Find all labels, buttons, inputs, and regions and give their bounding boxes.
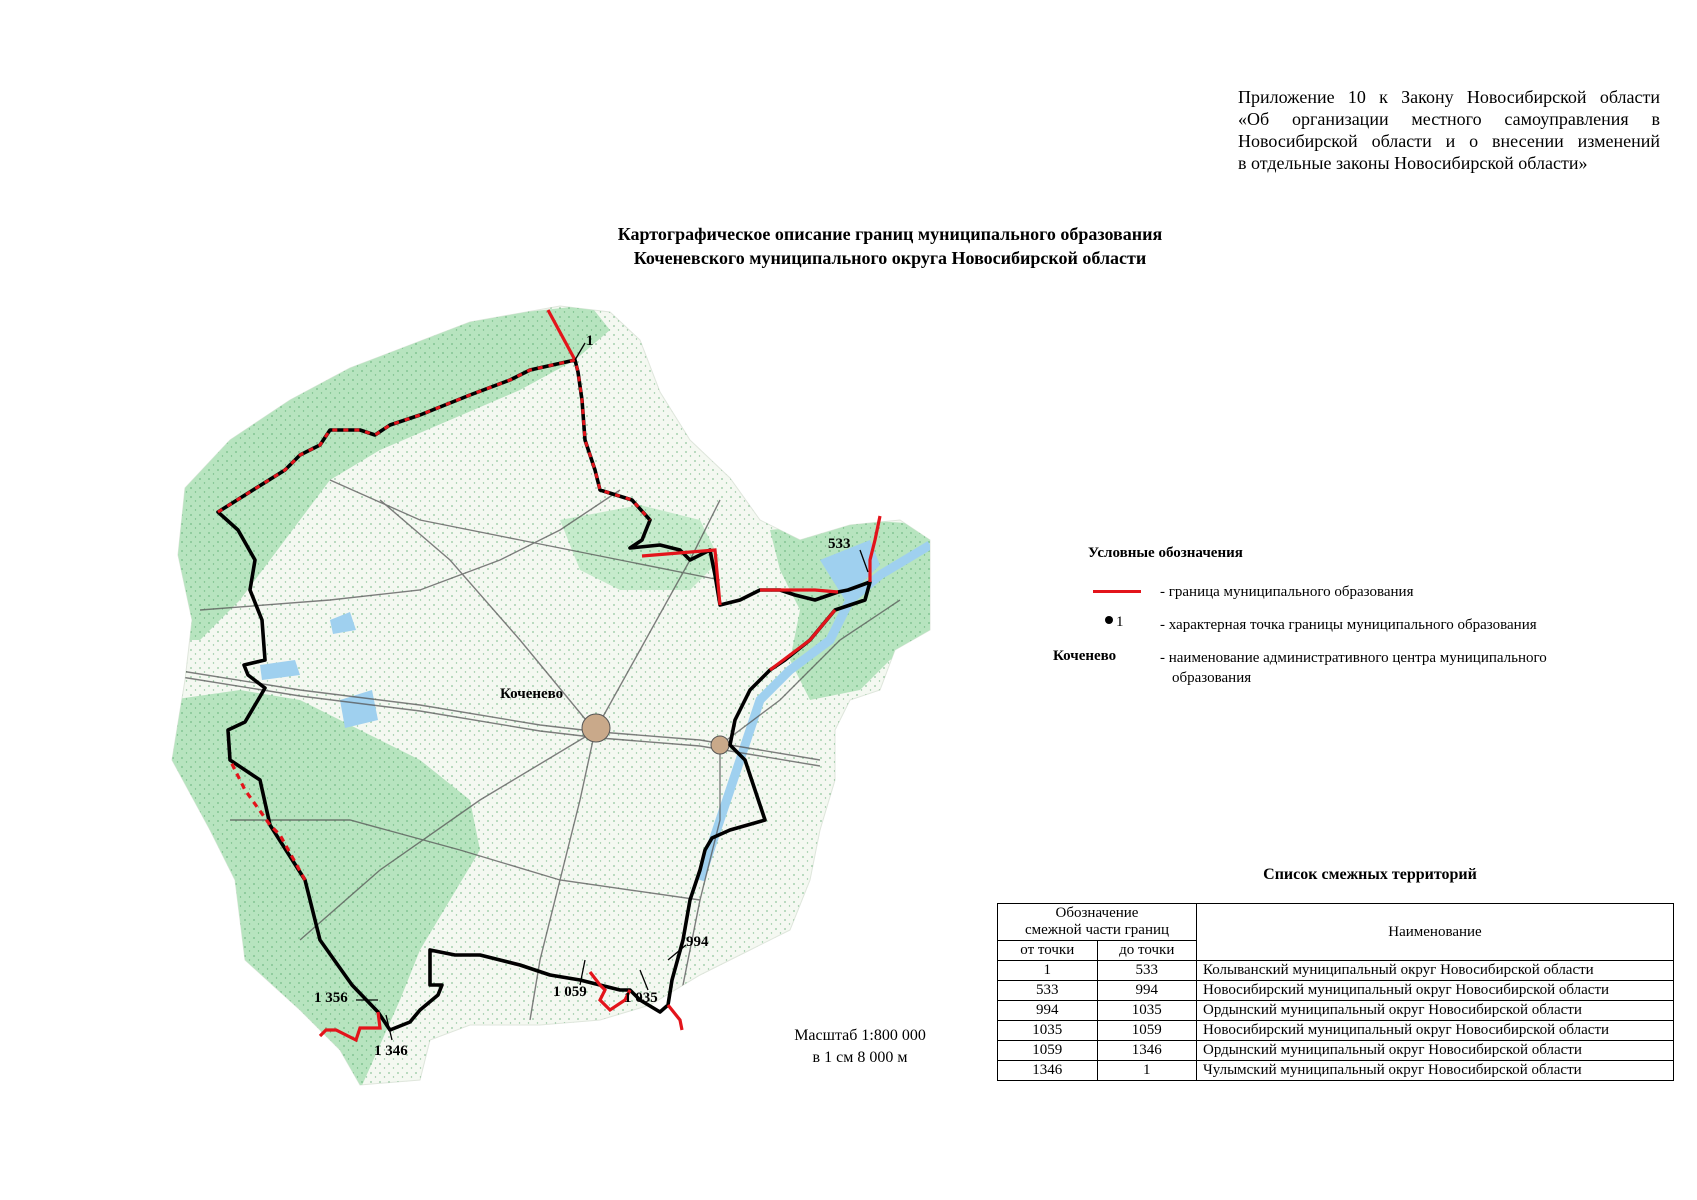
annex-line: Приложение 10 к Закону Новосибирской области: [1238, 87, 1660, 107]
cell-name: Новосибирский муниципальный округ Новосибирской области: [1197, 1021, 1674, 1041]
boundary-point-1356: 1 356: [314, 990, 348, 1006]
cell-name: Чулымский муниципальный округ Новосибирской области: [1197, 1061, 1674, 1081]
admin-center-label: Коченево: [500, 686, 564, 702]
legend-center-text: - наименование административного центра муниципального: [1160, 650, 1547, 666]
settlement: [711, 736, 729, 754]
title-line: Коченевского муниципального округа Новосибирской области: [633, 248, 1147, 268]
header-from: от точки: [998, 941, 1098, 961]
scale-ratio: Масштаб 1:800 000: [794, 1027, 926, 1044]
cell-name: Ордынский муниципальный округ Новосибирской области: [1197, 1001, 1674, 1021]
point-dot-icon: [1105, 616, 1113, 624]
adjacent-territories-title: Список смежных территорий: [1263, 866, 1477, 883]
cell-name: Колыванский муниципальный округ Новосибирской области: [1197, 961, 1674, 981]
cell-to: 533: [1097, 961, 1197, 981]
adjacent-territories-table: [997, 903, 1674, 1081]
legend-point-number: 1: [1116, 614, 1124, 630]
cell-to: 1346: [1097, 1041, 1197, 1061]
annex-line: «Об организации местного самоуправления в: [1238, 109, 1660, 129]
scale-equivalent: в 1 см 8 000 м: [812, 1049, 908, 1066]
annex-line: в отдельные законы Новосибирской области»: [1238, 153, 1588, 173]
header-to: до точки: [1097, 941, 1197, 961]
table-row: [998, 1001, 1674, 1021]
legend-boundary-swatch: [1093, 590, 1141, 593]
header-name: Наименование: [1197, 904, 1674, 961]
legend-title: Условные обозначения: [1088, 545, 1243, 561]
table-row: [998, 981, 1674, 1001]
legend-boundary-text: - граница муниципального образования: [1160, 584, 1414, 600]
table-row: [998, 1061, 1674, 1081]
boundary-point-533: 533: [828, 536, 851, 552]
legend-point-text: - характерная точка границы муниципального образования: [1160, 617, 1537, 633]
header-group-line: смежной части границ: [1024, 922, 1170, 938]
cell-from: 1346: [998, 1061, 1098, 1081]
boundary-point-1: 1: [586, 333, 594, 349]
legend-center-symbol: Коченево: [1053, 648, 1117, 664]
cell-name: Ордынский муниципальный округ Новосибирской области: [1197, 1041, 1674, 1061]
cell-from: 1059: [998, 1041, 1098, 1061]
cell-from: 1035: [998, 1021, 1098, 1041]
title-line: Картографическое описание границ муниципального образования: [617, 224, 1163, 244]
boundary-point-1346: 1 346: [374, 1043, 408, 1059]
cell-to: 1: [1097, 1061, 1197, 1081]
cell-name: Новосибирский муниципальный округ Новосибирской области: [1197, 981, 1674, 1001]
kochenevo-settlement: [582, 714, 610, 742]
map-scale: [760, 1025, 960, 1069]
cell-to: 1035: [1097, 1001, 1197, 1021]
cell-to: 994: [1097, 981, 1197, 1001]
cell-to: 1059: [1097, 1021, 1197, 1041]
annex-line: Новосибирской области и о внесении изменений: [1238, 131, 1660, 151]
boundary-point-994: 994: [686, 934, 709, 950]
header-group-line: Обозначение: [1055, 905, 1139, 921]
table-row: [998, 1021, 1674, 1041]
header-group: [998, 904, 1197, 941]
table-row: [998, 961, 1674, 981]
boundary-point-1035: 1 035: [624, 990, 658, 1006]
table-row: [998, 1041, 1674, 1061]
cell-from: 533: [998, 981, 1098, 1001]
cell-from: 1: [998, 961, 1098, 981]
legend-center-text-cont: образования: [1172, 670, 1252, 686]
cell-from: 994: [998, 1001, 1098, 1021]
legend-point-symbol: [1105, 614, 1124, 631]
boundary-red-segment: [668, 1005, 682, 1030]
boundary-point-1059: 1 059: [553, 984, 587, 1000]
